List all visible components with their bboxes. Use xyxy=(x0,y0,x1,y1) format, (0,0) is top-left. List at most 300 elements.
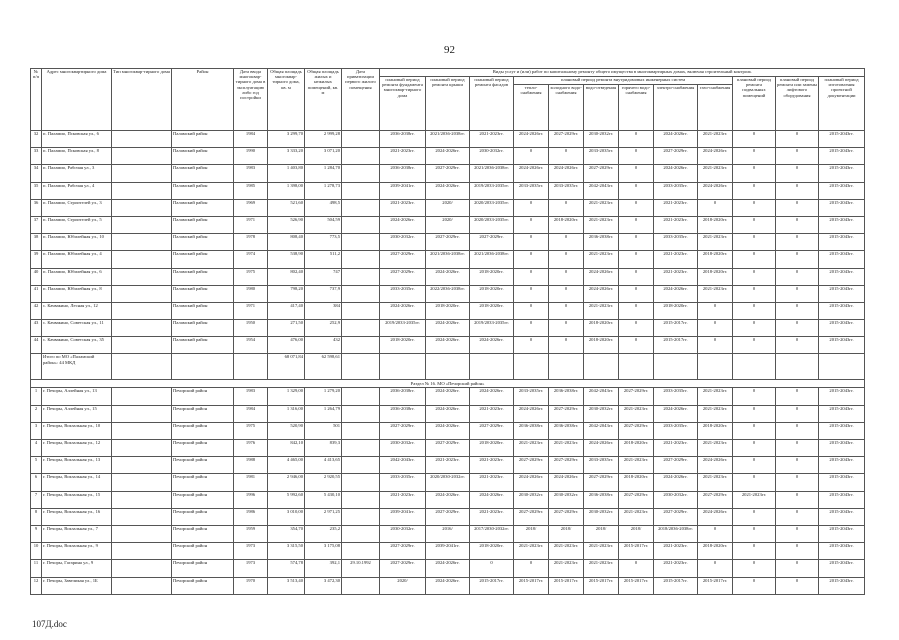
col-hot-water: горячего водо-снабжения xyxy=(619,85,654,131)
cell-n: 41 xyxy=(31,285,42,302)
cell-cold: 2021-2023гг. xyxy=(549,560,584,577)
cell-design: 2015-2043гг. xyxy=(819,525,865,542)
cell-hot: 2015-2017гг. xyxy=(619,577,654,594)
cell-design: 2015-2043гг. xyxy=(819,148,865,165)
cell-facade: 2021-2023гг. xyxy=(470,405,514,422)
cell-cold: 0 xyxy=(549,148,584,165)
cell-heat: 2027-2029гг. xyxy=(514,457,549,474)
cell-n: 7 xyxy=(31,491,42,508)
cell-addr: с. Качвакино, Лесная ул., 12 xyxy=(42,302,112,319)
cell-type xyxy=(112,508,172,525)
cell-cold: 2024-2026гг. xyxy=(549,165,584,182)
cell-district: Печорский район xyxy=(172,422,234,439)
cell-gas: 0 xyxy=(698,525,733,542)
cell-type xyxy=(112,422,172,439)
cell-basement: 0 xyxy=(733,320,776,337)
table-row xyxy=(31,285,865,302)
cell-district: Печорский район xyxy=(172,388,234,405)
cell-area-res: 773,5 xyxy=(305,234,342,251)
cell-type xyxy=(112,131,172,148)
cell-area: 520,90 xyxy=(268,422,305,439)
col-cold-water: холодного водо-снабжения xyxy=(549,85,584,131)
cell-elec: 2024-2026гг. xyxy=(654,131,698,148)
cell-year: 1985 xyxy=(234,182,268,199)
cell-elec: 2021-2023гг. xyxy=(654,268,698,285)
cell-privat xyxy=(342,491,380,508)
cell-lift: 0 xyxy=(776,285,819,302)
cell-year: 1971 xyxy=(234,302,268,319)
cell-type xyxy=(112,337,172,354)
cell-facade: 2024-2026гг. xyxy=(470,491,514,508)
cell-type xyxy=(112,302,172,319)
cell-n: 37 xyxy=(31,216,42,233)
cell-addr: г. Печоры, Гагарина ул., 9 xyxy=(42,560,112,577)
cell-foundation: 2033-2035гг. xyxy=(380,285,426,302)
cell-cold: 2033-2035гг. xyxy=(549,182,584,199)
cell-cold: 2027-2029гг. xyxy=(549,508,584,525)
cell-type xyxy=(112,440,172,457)
cell-lift: 0 xyxy=(776,440,819,457)
cell-gas: 2021-2023гг. xyxy=(698,234,733,251)
cell-type xyxy=(112,216,172,233)
cell-elec: 2015-2017гг. xyxy=(654,337,698,354)
cell-type xyxy=(112,268,172,285)
cell-sewer: 2030-2032гг. xyxy=(584,508,619,525)
cell-cold: 2027-2029гг. xyxy=(549,457,584,474)
cell-facade: 2019/2033-2035гг. xyxy=(470,320,514,337)
cell-heat: 0 xyxy=(514,234,549,251)
cell-privat xyxy=(342,234,380,251)
cell-area-res: 1 264,79 xyxy=(305,405,342,422)
cell-design: 2015-2043гг. xyxy=(819,131,865,148)
cell-elec: 2021-2023гг. xyxy=(654,216,698,233)
cell-basement: 0 xyxy=(733,474,776,491)
cell-type xyxy=(112,148,172,165)
cell-sewer: 2021-2023гг. xyxy=(584,216,619,233)
cell-facade: 2018-2020гг. xyxy=(470,440,514,457)
cell-lift: 0 xyxy=(776,268,819,285)
cell-addr: п. Паламио, Юбилейная ул., 6 xyxy=(42,268,112,285)
col-heat: тепло-снабжения xyxy=(514,85,549,131)
cell-foundation: 2030-2032гг. xyxy=(380,440,426,457)
cell-district: Паламский район xyxy=(172,131,234,148)
table-row xyxy=(31,131,865,148)
cell-district: Паламский район xyxy=(172,165,234,182)
cell-n: 43 xyxy=(31,320,42,337)
cell-gas: 0 xyxy=(698,199,733,216)
cell-district: Печорский район xyxy=(172,577,234,594)
cell-addr: г. Печоры, Вокзальная ул., 16 xyxy=(42,508,112,525)
cell-basement: 0 xyxy=(733,543,776,560)
cell-heat: 0 xyxy=(514,285,549,302)
cell-roof: 2024-2026гг. xyxy=(426,560,470,577)
cell-cold: 0 xyxy=(549,234,584,251)
total-label: Итого по МО «Паламский район»: 44 МКД xyxy=(42,354,112,380)
cell-facade: 2018-2020гг. xyxy=(470,268,514,285)
cell-sewer: 2021-2023гг. xyxy=(584,560,619,577)
cell-sewer: 2024-2026гг. xyxy=(584,268,619,285)
cell-basement: 0 xyxy=(733,422,776,439)
cell-hot: 2021-2023гг. xyxy=(619,508,654,525)
cell-privat xyxy=(342,268,380,285)
cell-area-res: 501 xyxy=(305,422,342,439)
cell-roof: 2020/2030-2032гг. xyxy=(426,474,470,491)
cell-roof: 2018-2020гг. xyxy=(426,302,470,319)
cell-foundation: 2027-2029гг. xyxy=(380,543,426,560)
cell-elec: 2024-2026гг. xyxy=(654,474,698,491)
cell-foundation: 2024-2026гг. xyxy=(380,216,426,233)
col-privatization: Дата приватизации первого жилого помещения xyxy=(342,69,380,131)
cell-addr: п. Паламио, Рабочая ул., 3 xyxy=(42,165,112,182)
cell-cold: 0 xyxy=(549,320,584,337)
cell-design: 2015-2043гг. xyxy=(819,251,865,268)
table-row xyxy=(31,320,865,337)
cell-year: 1988 xyxy=(234,457,268,474)
cell-year: 1975 xyxy=(234,422,268,439)
cell-hot: 2018-2020гг. xyxy=(619,474,654,491)
cell-heat: 2024-2026гг. xyxy=(514,474,549,491)
cell-gas: 2021-2023гг. xyxy=(698,285,733,302)
cell-area-res: 432 xyxy=(305,337,342,354)
cell-design: 2015-2043гг. xyxy=(819,560,865,577)
table-row xyxy=(31,508,865,525)
cell-basement: 0 xyxy=(733,251,776,268)
cell-design: 2015-2043гг. xyxy=(819,268,865,285)
cell-type xyxy=(112,525,172,542)
cell-n: 38 xyxy=(31,234,42,251)
cell-privat xyxy=(342,285,380,302)
cell-area-res: 5 430,10 xyxy=(305,491,342,508)
cell-heat: 2018/ xyxy=(514,525,549,542)
cell-privat xyxy=(342,543,380,560)
cell-district: Паламский район xyxy=(172,216,234,233)
cell-lift: 0 xyxy=(776,251,819,268)
col-design: плановый период изготовления проектной документации xyxy=(819,77,865,131)
cell-hot: 0 xyxy=(619,251,654,268)
cell-cold: 2015-2017гг. xyxy=(549,577,584,594)
cell-gas: 2024-2026гг. xyxy=(698,457,733,474)
cell-area-res: 1 284,70 xyxy=(305,165,342,182)
cell-privat: 29.10.1992 xyxy=(342,560,380,577)
cell-lift: 0 xyxy=(776,216,819,233)
cell-heat: 0 xyxy=(514,268,549,285)
cell-cold: 2027-2029гг. xyxy=(549,131,584,148)
cell-lift: 0 xyxy=(776,422,819,439)
cell-facade: 2021-2023гг. xyxy=(470,131,514,148)
cell-facade: 2017/2030-2032гг. xyxy=(470,525,514,542)
cell-addr: п. Паламио, Псковская ул., 8 xyxy=(42,148,112,165)
capital-repair-table xyxy=(30,68,865,595)
cell-gas: 2021-2023гг. xyxy=(698,440,733,457)
cell-sewer: 2018/ xyxy=(584,525,619,542)
table-row xyxy=(31,543,865,560)
cell-heat: 0 xyxy=(514,302,549,319)
cell-basement: 0 xyxy=(733,457,776,474)
table-row xyxy=(31,405,865,422)
cell-hot: 0 xyxy=(619,268,654,285)
cell-area: 1 403,80 xyxy=(268,165,305,182)
cell-design: 2015-2043гг. xyxy=(819,457,865,474)
cell-basement: 0 xyxy=(733,508,776,525)
cell-roof: 2024-2026гг. xyxy=(426,337,470,354)
cell-roof: 2027-2029гг. xyxy=(426,165,470,182)
cell-facade: 2015-2017гг. xyxy=(470,577,514,594)
cell-n: 10 xyxy=(31,543,42,560)
cell-district: Печорский район xyxy=(172,560,234,577)
cell-year: 1983 xyxy=(234,388,268,405)
cell-area: 802,40 xyxy=(268,268,305,285)
cell-foundation: 2033-2035гг. xyxy=(380,474,426,491)
cell-sewer: 2042-2043гг. xyxy=(584,388,619,405)
cell-lift: 0 xyxy=(776,302,819,319)
col-group-systems: плановый период ремонта внутридомовых инженерных систем xyxy=(514,77,733,85)
cell-addr: п. Паламио, Строителей ул., 3 xyxy=(42,199,112,216)
cell-addr: г. Печоры, Аллейная ул., 15 xyxy=(42,405,112,422)
cell-basement: 0 xyxy=(733,560,776,577)
table-header xyxy=(31,69,865,131)
cell-heat: 2030-2032гг. xyxy=(514,491,549,508)
cell-gas: 0 xyxy=(698,302,733,319)
table-row xyxy=(31,474,865,491)
cell-n: 9 xyxy=(31,525,42,542)
cell-hot: 0 xyxy=(619,560,654,577)
cell-elec: 2024-2026гг. xyxy=(654,405,698,422)
cell-elec: 2033-2035гг. xyxy=(654,234,698,251)
cell-year: 1981 xyxy=(234,474,268,491)
cell-privat xyxy=(342,148,380,165)
table-body-pechorsky xyxy=(31,388,865,594)
cell-cold: 0 xyxy=(549,302,584,319)
cell-sewer: 2021-2023гг. xyxy=(584,251,619,268)
cell-roof: 2024-2026гг. xyxy=(426,422,470,439)
cell-roof: 2021-2023гг. xyxy=(426,457,470,474)
cell-district: Печорский район xyxy=(172,525,234,542)
cell-lift: 0 xyxy=(776,131,819,148)
cell-area-res: 384 xyxy=(305,302,342,319)
cell-n: 11 xyxy=(31,560,42,577)
table-row xyxy=(31,268,865,285)
cell-basement: 2021-2023гг. xyxy=(733,491,776,508)
cell-area: 1 329,00 xyxy=(268,388,305,405)
cell-heat: 2021-2023гг. xyxy=(514,543,549,560)
cell-gas: 2027-2029гг. xyxy=(698,491,733,508)
cell-area-res: 498,5 xyxy=(305,199,342,216)
cell-facade: 2018-2020гг. xyxy=(470,543,514,560)
cell-district: Паламский район xyxy=(172,199,234,216)
cell-design: 2015-2043гг. xyxy=(819,165,865,182)
cell-privat xyxy=(342,508,380,525)
cell-foundation: 2021-2023гг. xyxy=(380,491,426,508)
cell-roof: 2024-2026гг. xyxy=(426,148,470,165)
cell-district: Паламский район xyxy=(172,182,234,199)
cell-gas: 2024-2026гг. xyxy=(698,182,733,199)
cell-foundation: 2019/2033-2035гг. xyxy=(380,320,426,337)
cell-hot: 0 xyxy=(619,148,654,165)
cell-heat: 0 xyxy=(514,216,549,233)
cell-privat xyxy=(342,577,380,594)
cell-gas: 0 xyxy=(698,560,733,577)
cell-foundation: 2018-2020гг. xyxy=(380,337,426,354)
cell-roof: 2024-2026гг. xyxy=(426,491,470,508)
cell-facade: 2021-2023гг. xyxy=(470,508,514,525)
cell-facade: 2021-2023гг. xyxy=(470,457,514,474)
table-row xyxy=(31,182,865,199)
cell-design: 2015-2043гг. xyxy=(819,302,865,319)
cell-heat: 2033-2035гг. xyxy=(514,388,549,405)
cell-area-res: 504,59 xyxy=(305,216,342,233)
cell-year: 1971 xyxy=(234,216,268,233)
cell-privat xyxy=(342,302,380,319)
cell-heat: 2033-2035гг. xyxy=(514,182,549,199)
cell-facade: 2027-2029гг. xyxy=(470,234,514,251)
cell-hot: 2015-2017гг. xyxy=(619,543,654,560)
cell-lift: 0 xyxy=(776,508,819,525)
cell-privat xyxy=(342,474,380,491)
cell-area: 521,60 xyxy=(268,199,305,216)
cell-elec: 2021-2023гг. xyxy=(654,199,698,216)
cell-hot: 0 xyxy=(619,285,654,302)
total-area: 68 071,84 xyxy=(268,354,305,380)
cell-area-res: 252,9 xyxy=(305,320,342,337)
cell-elec: 2015-2017гг. xyxy=(654,320,698,337)
cell-lift: 0 xyxy=(776,337,819,354)
cell-lift: 0 xyxy=(776,199,819,216)
col-gas: газо-снабжения xyxy=(698,85,733,131)
cell-facade: 2018-2020гг. xyxy=(470,302,514,319)
cell-area: 798,20 xyxy=(268,285,305,302)
cell-heat: 2024-2026гг. xyxy=(514,165,549,182)
cell-n: 6 xyxy=(31,474,42,491)
cell-cold: 0 xyxy=(549,251,584,268)
cell-area: 417,40 xyxy=(268,302,305,319)
cell-area: 3 299,70 xyxy=(268,131,305,148)
cell-gas: 2024-2026гг. xyxy=(698,508,733,525)
cell-hot: 0 xyxy=(619,320,654,337)
cell-area-res: 1 278,73 xyxy=(305,182,342,199)
cell-addr: г. Печоры, Аллейная ул., 13 xyxy=(42,388,112,405)
cell-n: 35 xyxy=(31,182,42,199)
cell-elec: 2027-2029гг. xyxy=(654,457,698,474)
cell-year: 1959 xyxy=(234,525,268,542)
cell-heat: 0 xyxy=(514,199,549,216)
cell-design: 2015-2043гг. xyxy=(819,216,865,233)
table-row xyxy=(31,525,865,542)
cell-privat xyxy=(342,405,380,422)
cell-area-res: 2 999,28 xyxy=(305,131,342,148)
cell-addr: г. Печоры, Вокзальная ул., 9 xyxy=(42,543,112,560)
cell-type xyxy=(112,560,172,577)
cell-cold: 0 xyxy=(549,285,584,302)
cell-year: 1983 xyxy=(234,165,268,182)
cell-area: 842,10 xyxy=(268,440,305,457)
cell-year: 1986 xyxy=(234,508,268,525)
cell-district: Печорский район xyxy=(172,491,234,508)
cell-elec: 2021-2023гг. xyxy=(654,440,698,457)
cell-area-res: 2 920,55 xyxy=(305,474,342,491)
cell-n: 34 xyxy=(31,165,42,182)
cell-cold: 2036-2038гг. xyxy=(549,388,584,405)
col-year: Дата ввода многоквар-тирного дома в эксплуатацию либо год постройки xyxy=(234,69,268,131)
cell-year: 1973 xyxy=(234,543,268,560)
cell-area: 1 398,00 xyxy=(268,182,305,199)
cell-sewer: 2027-2029гг. xyxy=(584,474,619,491)
cell-heat: 2036-2038гг. xyxy=(514,422,549,439)
cell-foundation: 2020/ xyxy=(380,577,426,594)
cell-area: 476,00 xyxy=(268,337,305,354)
cell-heat: 0 xyxy=(514,337,549,354)
cell-basement: 0 xyxy=(733,405,776,422)
cell-foundation: 2030-2032гг. xyxy=(380,234,426,251)
cell-sewer: 2033-2035гг. xyxy=(584,457,619,474)
cell-foundation: 2036-2038гг. xyxy=(380,405,426,422)
cell-lift: 0 xyxy=(776,234,819,251)
cell-privat xyxy=(342,182,380,199)
cell-hot: 0 xyxy=(619,165,654,182)
cell-roof: 2024-2026гг. xyxy=(426,320,470,337)
cell-privat xyxy=(342,525,380,542)
cell-area: 3 315,50 xyxy=(268,543,305,560)
cell-hot: 0 xyxy=(619,131,654,148)
cell-facade: 2020/2033-2035гг. xyxy=(470,216,514,233)
cell-roof: 2039-2041гг. xyxy=(426,543,470,560)
col-electricity: электро-снабжения xyxy=(654,85,698,131)
cell-basement: 0 xyxy=(733,337,776,354)
cell-heat: 2021-2023гг. xyxy=(514,440,549,457)
cell-sewer: 2033-2035гг. xyxy=(584,148,619,165)
cell-roof: 2021/2036-2038гг. xyxy=(426,131,470,148)
cell-lift: 0 xyxy=(776,182,819,199)
col-address: Адрес многоквартирного дома xyxy=(42,69,112,131)
cell-type xyxy=(112,199,172,216)
cell-hot: 0 xyxy=(619,302,654,319)
cell-n: 32 xyxy=(31,131,42,148)
cell-hot: 2018-2020гг. xyxy=(619,440,654,457)
cell-privat xyxy=(342,337,380,354)
cell-area: 354,70 xyxy=(268,525,305,542)
cell-type xyxy=(112,577,172,594)
cell-privat xyxy=(342,422,380,439)
cell-hot: 2021-2023гг. xyxy=(619,405,654,422)
cell-n: 12 xyxy=(31,577,42,594)
cell-sewer: 2024-2026гг. xyxy=(584,440,619,457)
cell-type xyxy=(112,251,172,268)
cell-type xyxy=(112,182,172,199)
cell-basement: 0 xyxy=(733,302,776,319)
cell-elec: 2015-2017гг. xyxy=(654,577,698,594)
cell-design: 2015-2043гг. xyxy=(819,234,865,251)
cell-n: 44 xyxy=(31,337,42,354)
cell-design: 2015-2043гг. xyxy=(819,405,865,422)
cell-heat: 0 xyxy=(514,251,549,268)
cell-hot: 2018/ xyxy=(619,525,654,542)
cell-basement: 0 xyxy=(733,268,776,285)
cell-sewer: 2030-2032гг. xyxy=(584,131,619,148)
cell-area: 3 333,20 xyxy=(268,148,305,165)
cell-area: 3 513,40 xyxy=(268,577,305,594)
table-row xyxy=(31,457,865,474)
cell-hot: 2027-2029гг. xyxy=(619,388,654,405)
cell-district: Паламский район xyxy=(172,234,234,251)
cell-gas: 2018-2020гг. xyxy=(698,251,733,268)
cell-design: 2015-2043гг. xyxy=(819,422,865,439)
cell-design: 2015-2043гг. xyxy=(819,543,865,560)
cell-heat: 2024-2026гг. xyxy=(514,131,549,148)
cell-foundation: 2030-2032гг. xyxy=(380,525,426,542)
cell-type xyxy=(112,457,172,474)
cell-district: Печорский район xyxy=(172,457,234,474)
cell-type xyxy=(112,234,172,251)
cell-design: 2015-2043гг. xyxy=(819,577,865,594)
